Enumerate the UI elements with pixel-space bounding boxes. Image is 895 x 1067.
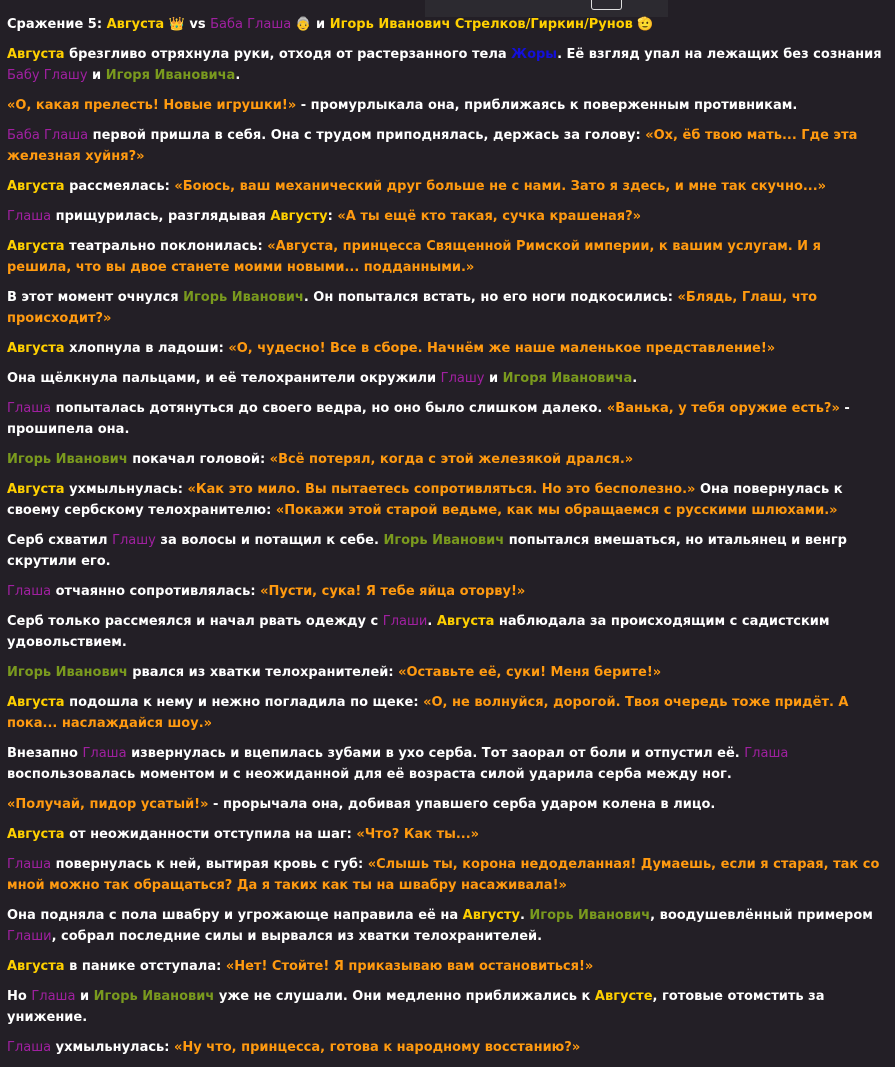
name-glasha: Глаша [744,746,789,761]
text: рвался из хватки телохранителей: [127,665,399,680]
quote: «Что? Как ты...» [356,827,480,842]
name-glasha: Бабу Глашу [7,68,88,83]
text: рассмеялась: [64,179,175,194]
battle-heading [7,14,887,35]
name-avgusta: Августа [7,695,65,710]
story-paragraph [7,449,887,470]
name-glasha: Глаша [7,1040,52,1055]
text: и [484,371,503,386]
text: извернулась и вцепилась зубами в ухо серба. Тот заорал от боли и отпустил её. [126,746,745,761]
name-glasha: Глаша [7,401,52,416]
text: повернулась к ней, вытирая кровь с губ: [51,857,368,872]
story-paragraph [7,44,887,86]
text: уже не слушали. Они медленно приближались к [214,989,595,1004]
name-glasha: Глашу [440,371,485,386]
text: от неожиданности отступила на шаг: [64,827,357,842]
text: первой пришла в себя. Она с трудом приподнялась, держась за голову: [88,128,646,143]
quote: «Оставьте её, суки! Меня берите!» [398,665,662,680]
text: , собрал последние силы и вырвался из хватки телохранителей. [51,929,543,944]
story-paragraph [7,95,887,116]
name-glasha: Глаши [7,929,52,944]
quote: «Покажи этой старой ведьме, как мы обращаемся с русскими шлюхами.» [275,503,838,518]
text: . [519,908,530,923]
text: прищурилась, разглядывая [51,209,271,224]
text: . Её взгляд упал на лежащих без сознания [557,47,882,62]
name-avgusta: Августа [7,482,65,497]
text: подошла к нему и нежно погладила по щеке: [64,695,424,710]
name-avgusta: Августа [7,179,65,194]
name-avgusta: Августа [7,959,65,974]
name-avgusta: Игорь Иванович Стрелков/Гиркин/Рунов 🫡 [329,17,654,32]
quote: «О, не волнуйся, дорогой. Твоя очередь тоже придёт. А пока... наслаждайся шоу.» [7,695,849,731]
name-igor: Игорь Иванович [7,452,128,467]
text: и [75,989,94,1004]
text: Она щёлкнула пальцами, и её телохранители окружили [7,371,441,386]
text: , воодушевлённый примером [650,908,873,923]
story-paragraph [7,854,887,896]
text: и [311,17,330,32]
quote: «Ванька, у тебя оружие есть?» [606,401,840,416]
text: в панике отступала: [64,959,226,974]
quote: «А ты ещё кто такая, сучка крашеная?» [337,209,642,224]
name-igor: Игорь Иванович [529,908,651,923]
quote: «Нет! Стойте! Я приказываю вам остановиться!» [225,959,594,974]
name-avgusta: Августа [7,47,65,62]
text: и [87,68,106,83]
scroll-button[interactable] [591,0,622,10]
name-igor: Игорь Иванович [7,665,128,680]
name-igor: Игоря Ивановича [105,68,236,83]
text: покачал головой: [127,452,270,467]
text: отчаянно сопротивлялась: [51,584,261,599]
name-glasha: Глаша [82,746,127,761]
quote: «Всё потерял, когда с этой железякой дрался.» [269,452,634,467]
name-glasha: Глаша [31,989,76,1004]
name-glasha: Глаша [7,209,52,224]
quote: «Боюсь, ваш механический друг больше не с нами. Зато я здесь, и мне так скучно...» [174,179,827,194]
story-paragraph [7,662,887,683]
text: за волосы и потащил к себе. [155,533,384,548]
story-paragraph [7,176,887,197]
story-paragraph [7,368,887,389]
quote: «Августа, принцесса Священной Римской империи, к вашим услугам. И я решила, что вы двое станете моими новыми... подданными.» [7,239,821,275]
story-text [7,14,887,1067]
name-avgusta: Августу [462,908,520,923]
quote: «Ох, ёб твою мать... Где эта железная хуйня?» [7,128,858,164]
story-paragraph [7,479,887,521]
name-zhora: Жоры [511,47,558,62]
story-paragraph [7,398,887,440]
text: vs [184,17,211,32]
text: Она повернулась к своему сербскому телохранителю: [7,482,843,518]
story-paragraph [7,236,887,278]
text: попыталась дотянуться до своего ведра, но оно было слишком далеко. [51,401,607,416]
quote: «Пусти, сука! Я тебе яйца оторву!» [260,584,526,599]
name-avgusta: Августу [270,209,328,224]
story-paragraph [7,581,887,602]
text: Внезапно [7,746,83,761]
text: В этот момент очнулся [7,290,184,305]
story-paragraph [7,692,887,734]
name-igor: Игорь Иванович [183,290,304,305]
text: Сражение 5: [7,17,107,32]
text: ухмыльнулась: [51,1040,174,1055]
text: театрально поклонилась: [64,239,268,254]
text: - промурлыкала она, приближаясь к поверженным противникам. [296,98,798,113]
text: Серб только рассмеялся и начал рвать одежду с [7,614,383,629]
text: . [235,68,241,83]
name-igor: Игорь Иванович [383,533,505,548]
story-paragraph [7,287,887,329]
text: наблюдала за происходящим с садистским удовольствием. [7,614,830,650]
story-paragraph [7,206,887,227]
text: - прошипела она. [7,401,850,437]
quote: «О, чудесно! Все в сборе. Начнём же наше маленькое представление!» [228,341,776,356]
name-avgusta: Августа [7,341,65,356]
story-paragraph [7,794,887,815]
quote: «Блядь, Глаш, что происходит?» [7,290,818,326]
name-avgusta: Августа [7,827,65,842]
story-paragraph [7,611,887,653]
name-glasha: Баба Глаша [7,128,89,143]
quote: «Ну что, принцесса, готова к народному восстанию?» [174,1040,581,1055]
name-glasha: Глаша [7,857,52,872]
text: . [632,371,638,386]
story-paragraph [7,743,887,785]
name-glasha: Глаша [7,584,52,599]
text: хлопнула в ладоши: [64,341,229,356]
quote: «Как это мило. Вы пытаетесь сопротивляться. Но это бесполезно.» [187,482,696,497]
story-paragraph [7,956,887,977]
text: Серб схватил [7,533,113,548]
story-paragraph [7,824,887,845]
story-paragraph [7,1037,887,1058]
name-avgusta: Августа [436,614,495,629]
quote: «О, какая прелесть! Новые игрушки!» [7,98,297,113]
name-avgusta: Августе [594,989,653,1004]
text: попытался вмешаться, но итальянец и венгр скрутили его. [7,533,847,569]
text: - прорычала она, добивая упавшего серба ударом колена в лицо. [208,797,716,812]
text: брезгливо отряхнула руки, отходя от растерзанного тела [64,47,512,62]
text: воспользовалась моментом и с неожиданной для её возраста силой ударила серба между ног. [7,767,732,782]
story-paragraph [7,905,887,947]
name-glasha: Глаши [382,614,428,629]
name-avgusta: Августа 👑 [106,17,185,32]
quote: «Слышь ты, корона недоделанная! Думаешь, если я старая, так со мной можно так обращаться? Да я таких как ты на швабру насаживала!» [7,857,880,893]
story-paragraph [7,338,887,359]
text: ухмыльнулась: [64,482,188,497]
text: . [427,614,437,629]
name-glasha: Глашу [112,533,156,548]
story-paragraph [7,986,887,1028]
text: Она подняла с пола швабру и угрожающе направила её на [7,908,463,923]
story-paragraph [7,530,887,572]
text: , готовые отомстить за унижение. [7,989,825,1025]
name-igor: Игоря Ивановича [502,371,633,386]
text: Но [7,989,32,1004]
text: . Он попытался встать, но его ноги подкосились: [303,290,678,305]
text: : [327,209,338,224]
name-avgusta: Августа [7,239,65,254]
name-igor: Игорь Иванович [93,989,215,1004]
quote: «Получай, пидор усатый!» [7,797,209,812]
name-glasha: Баба Глаша 👵 [210,17,312,32]
story-paragraph [7,125,887,167]
